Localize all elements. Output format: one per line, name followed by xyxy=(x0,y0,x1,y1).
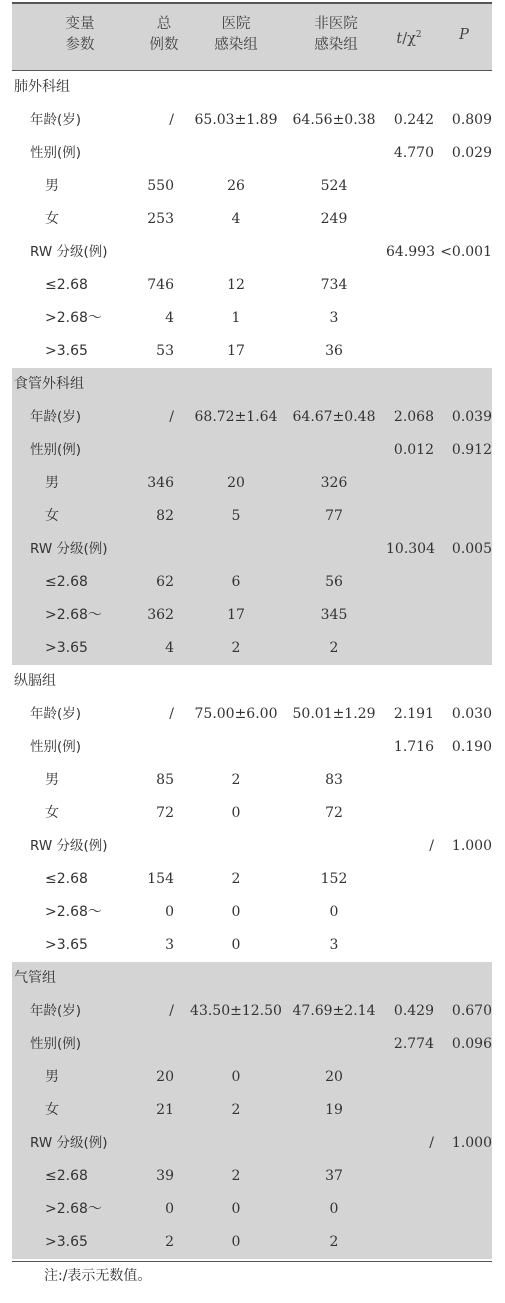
row-label: 男 xyxy=(45,1069,59,1085)
cell-noninfection: 64.56±0.38 xyxy=(292,112,376,128)
cell-statistic xyxy=(386,1061,434,1094)
table-row xyxy=(12,1160,492,1193)
header-total xyxy=(137,14,191,56)
cell-infection: 2 xyxy=(231,772,241,788)
cell-total xyxy=(134,137,174,170)
cell-p-value: 0.190 xyxy=(451,739,492,755)
header-infection-line2: 感染组 xyxy=(214,37,258,53)
header-infection-group xyxy=(196,14,276,56)
cell-noninfection: 72 xyxy=(325,805,343,821)
cell-p-value xyxy=(440,1193,492,1226)
cell-infection: 65.03±1.89 xyxy=(194,112,278,128)
cell-p-value xyxy=(440,1226,492,1259)
table-note: 注:/表示无数值。 xyxy=(44,1268,152,1284)
cell-statistic: 2.191 xyxy=(393,706,434,722)
table-row xyxy=(12,203,492,236)
cell-statistic xyxy=(386,467,434,500)
cell-total xyxy=(134,236,174,269)
table-row xyxy=(12,1127,492,1160)
cell-noninfection xyxy=(284,533,384,566)
cell-infection: 2 xyxy=(231,1102,241,1118)
group-title: 纵膈组 xyxy=(14,673,56,689)
cell-statistic xyxy=(386,1226,434,1259)
cell-infection: 43.50±12.50 xyxy=(190,1003,282,1019)
bottom-rule xyxy=(12,1261,492,1262)
header-noninfection-line2: 感染组 xyxy=(314,37,358,53)
table-row xyxy=(12,929,492,962)
table-row xyxy=(12,401,492,434)
cell-statistic xyxy=(386,632,434,665)
table-row xyxy=(12,698,492,731)
cell-p-value: 0.670 xyxy=(451,1003,492,1019)
row-label: ≤2.68 xyxy=(45,574,88,590)
table-row xyxy=(12,1061,492,1094)
row-label: 年龄(岁) xyxy=(30,409,82,425)
cell-p-value xyxy=(440,302,492,335)
table-row xyxy=(12,863,492,896)
cell-infection: 68.72±1.64 xyxy=(194,409,278,425)
cell-total: 746 xyxy=(147,277,174,293)
row-label: >2.68～ xyxy=(45,1201,102,1217)
table-row xyxy=(12,1028,492,1061)
row-label: >3.65 xyxy=(45,640,88,656)
row-label: >2.68～ xyxy=(45,904,102,920)
table-row xyxy=(12,434,492,467)
cell-infection xyxy=(190,533,282,566)
table-row xyxy=(12,731,492,764)
cell-p-value: 0.809 xyxy=(451,112,492,128)
cell-p-value xyxy=(440,632,492,665)
row-label: >3.65 xyxy=(45,343,88,359)
cell-infection: 20 xyxy=(227,475,245,491)
cell-p-value xyxy=(440,203,492,236)
cell-noninfection: 83 xyxy=(325,772,343,788)
cell-total: 85 xyxy=(156,772,174,788)
cell-infection: 0 xyxy=(231,1201,241,1217)
cell-noninfection: 19 xyxy=(325,1102,343,1118)
cell-infection xyxy=(190,1127,282,1160)
cell-p-value xyxy=(440,863,492,896)
cell-infection: 75.00±6.00 xyxy=(194,706,278,722)
cell-p-value xyxy=(440,500,492,533)
row-label: >2.68～ xyxy=(45,607,102,623)
cell-noninfection xyxy=(284,1028,384,1061)
cell-p-value xyxy=(440,599,492,632)
cell-p-value: 1.000 xyxy=(451,838,492,854)
cell-noninfection xyxy=(284,830,384,863)
header-total-line1: 总 xyxy=(156,16,172,32)
cell-infection: 26 xyxy=(227,178,245,194)
cell-statistic: 2.774 xyxy=(393,1036,434,1052)
cell-p-value: <0.001 xyxy=(440,244,492,260)
table-row xyxy=(12,170,492,203)
cell-infection xyxy=(190,1028,282,1061)
cell-infection: 2 xyxy=(231,871,241,887)
cell-total: 362 xyxy=(147,607,174,623)
cell-p-value xyxy=(440,764,492,797)
cell-statistic: 0.012 xyxy=(393,442,434,458)
cell-statistic xyxy=(386,764,434,797)
cell-noninfection: 20 xyxy=(325,1069,343,1085)
row-label: 性别(例) xyxy=(30,145,82,161)
cell-p-value xyxy=(440,170,492,203)
header-variable-line1: 变量 xyxy=(65,16,95,32)
group-title-row xyxy=(12,368,492,401)
table-row xyxy=(12,830,492,863)
row-label: 性别(例) xyxy=(30,442,82,458)
cell-statistic xyxy=(386,797,434,830)
row-label: 年龄(岁) xyxy=(30,112,82,128)
cell-infection xyxy=(190,236,282,269)
row-label: >3.65 xyxy=(45,937,88,953)
row-label: 年龄(岁) xyxy=(30,1003,82,1019)
table-row xyxy=(12,632,492,665)
cell-p-value xyxy=(440,797,492,830)
cell-statistic: / xyxy=(429,1135,434,1151)
row-label: 男 xyxy=(45,178,59,194)
table-row xyxy=(12,1193,492,1226)
cell-total: 253 xyxy=(147,211,174,227)
cell-total: 39 xyxy=(156,1168,174,1184)
cell-statistic xyxy=(386,500,434,533)
cell-p-value xyxy=(440,335,492,368)
row-label: 女 xyxy=(45,805,59,821)
table-row xyxy=(12,1094,492,1127)
cell-total xyxy=(134,1127,174,1160)
row-label: 男 xyxy=(45,475,59,491)
row-label: ≤2.68 xyxy=(45,277,88,293)
header-total-line2: 例数 xyxy=(149,37,179,53)
cell-statistic xyxy=(386,863,434,896)
cell-total: 2 xyxy=(165,1234,174,1250)
cell-noninfection xyxy=(284,236,384,269)
cell-total xyxy=(134,830,174,863)
cell-infection: 17 xyxy=(227,343,245,359)
row-label: ≤2.68 xyxy=(45,1168,88,1184)
cell-statistic xyxy=(386,203,434,236)
header-variable xyxy=(52,14,108,56)
table-row xyxy=(12,533,492,566)
table-row xyxy=(12,995,492,1028)
cell-noninfection: 47.69±2.14 xyxy=(292,1003,376,1019)
row-label: ≤2.68 xyxy=(45,871,88,887)
cell-noninfection xyxy=(284,731,384,764)
cell-total: 72 xyxy=(156,805,174,821)
cell-total: 4 xyxy=(165,640,174,656)
header-stat-sup: 2 xyxy=(415,30,422,40)
cell-total: 4 xyxy=(165,310,174,326)
cell-noninfection: 2 xyxy=(329,640,339,656)
cell-noninfection: 0 xyxy=(329,1201,339,1217)
row-label: RW 分级(例) xyxy=(30,244,108,260)
cell-total: / xyxy=(169,706,174,722)
cell-noninfection: 152 xyxy=(320,871,348,887)
cell-statistic: 64.993 xyxy=(386,244,435,260)
cell-infection: 0 xyxy=(231,937,241,953)
cell-p-value xyxy=(440,929,492,962)
cell-p-value xyxy=(440,1061,492,1094)
cell-infection: 1 xyxy=(231,310,241,326)
cell-total: / xyxy=(169,112,174,128)
header-noninfection-group xyxy=(294,14,378,56)
cell-infection xyxy=(190,830,282,863)
cell-statistic: 10.304 xyxy=(386,541,435,557)
group-title-row xyxy=(12,665,492,698)
cell-total: 0 xyxy=(165,904,174,920)
cell-infection: 12 xyxy=(227,277,245,293)
cell-total: 21 xyxy=(156,1102,174,1118)
row-label: 性别(例) xyxy=(30,1036,82,1052)
header-variable-line2: 参数 xyxy=(65,37,95,53)
group-title-row xyxy=(12,962,492,995)
table-row xyxy=(12,500,492,533)
cell-statistic xyxy=(386,302,434,335)
cell-statistic: 2.068 xyxy=(393,409,434,425)
header-stat-chi: /χ xyxy=(402,30,416,47)
table-row xyxy=(12,137,492,170)
cell-infection: 2 xyxy=(231,1168,241,1184)
header-p-value: P xyxy=(459,27,469,43)
cell-p-value xyxy=(440,1160,492,1193)
cell-p-value xyxy=(440,1094,492,1127)
cell-total: 53 xyxy=(156,343,174,359)
cell-p-value xyxy=(440,467,492,500)
cell-infection xyxy=(190,434,282,467)
cell-statistic xyxy=(386,599,434,632)
cell-total: / xyxy=(169,1003,174,1019)
cell-noninfection: 36 xyxy=(325,343,343,359)
cell-statistic: 4.770 xyxy=(393,145,434,161)
table-row xyxy=(12,104,492,137)
cell-noninfection: 3 xyxy=(329,310,339,326)
cell-p-value: 0.039 xyxy=(451,409,492,425)
table-row xyxy=(12,302,492,335)
cell-total: 550 xyxy=(147,178,174,194)
cell-p-value: 1.000 xyxy=(451,1135,492,1151)
cell-noninfection: 0 xyxy=(329,904,339,920)
cell-infection: 0 xyxy=(231,805,241,821)
cell-statistic xyxy=(386,1160,434,1193)
cell-total: 0 xyxy=(165,1201,174,1217)
table-row xyxy=(12,764,492,797)
cell-statistic xyxy=(386,1193,434,1226)
cell-infection: 2 xyxy=(231,640,241,656)
cell-noninfection: 50.01±1.29 xyxy=(292,706,376,722)
header-infection-line1: 医院 xyxy=(221,16,251,32)
cell-noninfection: 56 xyxy=(325,574,343,590)
row-label: >2.68～ xyxy=(45,310,102,326)
cell-infection: 17 xyxy=(227,607,245,623)
row-label: 男 xyxy=(45,772,59,788)
row-label: 女 xyxy=(45,508,59,524)
table-row xyxy=(12,236,492,269)
row-label: RW 分级(例) xyxy=(30,541,108,557)
cell-p-value xyxy=(440,896,492,929)
row-label: >3.65 xyxy=(45,1234,88,1250)
header-noninfection-line1: 非医院 xyxy=(314,16,358,32)
cell-statistic: 0.429 xyxy=(393,1003,434,1019)
cell-total xyxy=(134,434,174,467)
cell-noninfection: 64.67±0.48 xyxy=(292,409,376,425)
row-label: RW 分级(例) xyxy=(30,838,108,854)
table-row xyxy=(12,566,492,599)
cell-infection: 0 xyxy=(231,904,241,920)
row-label: 女 xyxy=(45,1102,59,1118)
cell-infection xyxy=(190,731,282,764)
cell-total: 3 xyxy=(165,937,174,953)
cell-infection: 6 xyxy=(231,574,241,590)
table-row xyxy=(12,467,492,500)
cell-statistic xyxy=(386,566,434,599)
cell-noninfection: 37 xyxy=(325,1168,343,1184)
cell-total xyxy=(134,1028,174,1061)
cell-p-value: 0.096 xyxy=(451,1036,492,1052)
cell-total: 20 xyxy=(156,1069,174,1085)
cell-statistic: / xyxy=(429,838,434,854)
row-label: RW 分级(例) xyxy=(30,1135,108,1151)
table-row xyxy=(12,335,492,368)
cell-noninfection: 326 xyxy=(320,475,348,491)
cell-total: 154 xyxy=(147,871,174,887)
group-title: 食管外科组 xyxy=(14,376,84,392)
cell-noninfection xyxy=(284,1127,384,1160)
cell-total: 82 xyxy=(156,508,174,524)
group-title: 气管组 xyxy=(14,970,56,986)
table-row xyxy=(12,599,492,632)
cell-statistic xyxy=(386,170,434,203)
cell-noninfection: 2 xyxy=(329,1234,339,1250)
cell-statistic xyxy=(386,1094,434,1127)
cell-p-value xyxy=(440,566,492,599)
cell-statistic: 1.716 xyxy=(393,739,434,755)
cell-noninfection: 77 xyxy=(325,508,343,524)
cell-noninfection: 734 xyxy=(320,277,348,293)
cell-total: 62 xyxy=(156,574,174,590)
cell-p-value: 0.005 xyxy=(451,541,492,557)
cell-p-value xyxy=(440,269,492,302)
cell-noninfection: 3 xyxy=(329,937,339,953)
cell-infection: 0 xyxy=(231,1069,241,1085)
table-row xyxy=(12,1226,492,1259)
cell-p-value: 0.912 xyxy=(451,442,492,458)
cell-noninfection: 249 xyxy=(320,211,348,227)
row-label: 女 xyxy=(45,211,59,227)
cell-statistic xyxy=(386,335,434,368)
table-row xyxy=(12,896,492,929)
cell-noninfection: 524 xyxy=(320,178,348,194)
cell-total xyxy=(134,731,174,764)
group-title-row xyxy=(12,71,492,104)
cell-noninfection: 345 xyxy=(320,607,348,623)
row-label: 性别(例) xyxy=(30,739,82,755)
cell-statistic xyxy=(386,929,434,962)
header-statistic xyxy=(384,25,434,50)
cell-infection xyxy=(190,137,282,170)
cell-statistic: 0.242 xyxy=(393,112,434,128)
cell-infection: 5 xyxy=(231,508,241,524)
header-stat-t: t xyxy=(396,30,403,47)
cell-p-value: 0.029 xyxy=(451,145,492,161)
group-title: 肺外科组 xyxy=(14,79,70,95)
row-label: 年龄(岁) xyxy=(30,706,82,722)
cell-noninfection xyxy=(284,434,384,467)
table-row xyxy=(12,269,492,302)
cell-noninfection xyxy=(284,137,384,170)
cell-total: 346 xyxy=(147,475,174,491)
cell-p-value: 0.030 xyxy=(451,706,492,722)
cell-total xyxy=(134,533,174,566)
cell-infection: 4 xyxy=(231,211,241,227)
cell-total: / xyxy=(169,409,174,425)
table-row xyxy=(12,797,492,830)
cell-infection: 0 xyxy=(231,1234,241,1250)
cell-statistic xyxy=(386,269,434,302)
cell-statistic xyxy=(386,896,434,929)
